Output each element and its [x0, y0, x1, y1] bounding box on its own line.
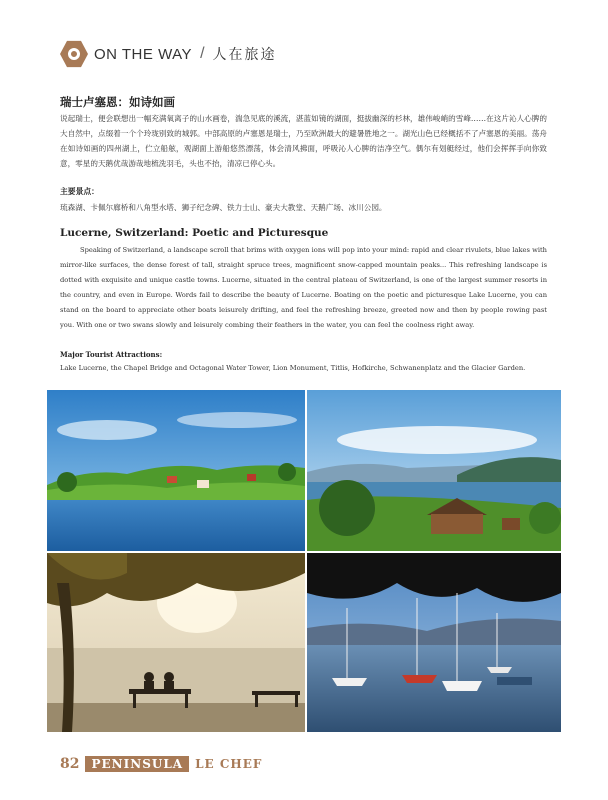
chinese-article-title: 瑞士卢塞恩：如诗如画	[60, 95, 175, 109]
english-attractions-heading: Major Tourist Attractions:	[60, 350, 163, 359]
section-header	[60, 38, 277, 70]
section-title-chinese: 人在旅途	[212, 47, 277, 63]
magazine-brand: PENINSULA	[85, 756, 189, 772]
magazine-section-name: LE CHEF	[195, 757, 263, 771]
chinese-paragraph: 说起瑞士，便会联想出一幅充满氧离子的山水画卷，湍急见底的溪流，湛蓝如镜的湖面，挺拔幽深的杉林，雄伟峻峭的雪峰……在这片沁人心脾的大自然中，点缀着一个个玲珑别致的城郭。中部高原的卢塞恩是瑞士，乃至欧洲最大的避暑胜地之一。湖光山色已经概括不了卢塞恩的美丽。荡舟在如诗如画的四州湖上，伫立船舷，观湖面上游船悠然漂荡，体会清风拂面，呼吸沁人心脾的洁净空气。偶尔有划艇经过，他们会挥挥手向你致意，零星的天鹅优哉游哉地梳洗羽毛，头也不抬，清凉已停心头。	[60, 114, 547, 168]
chinese-attractions-heading: 主要景点：	[60, 187, 99, 196]
english-article-body	[60, 243, 547, 334]
hexagon-logo-icon	[60, 40, 88, 68]
chinese-attractions-list: 琉森湖、卡佩尔廊桥和八角型水塔、狮子纪念碑、铁力士山、豪夫大教堂、天鹅广场、冰川公园。	[60, 203, 387, 212]
section-title: ON THE WAY	[94, 45, 193, 63]
sailboats-harbor-photo	[307, 553, 561, 732]
chinese-article-body	[60, 111, 547, 171]
page-number: 82	[60, 756, 80, 772]
english-article-title: Lucerne, Switzerland: Poetic and Picturesque	[60, 227, 329, 239]
lakeside-village-photo	[47, 390, 305, 551]
english-attractions-list: Lake Lucerne, the Chapel Bridge and Octagonal Water Tower, Lion Monument, Titlis, Hofkirche, Schwanenplatz and the Glacier Garden.	[60, 364, 526, 372]
couple-on-bench-photo	[47, 553, 305, 732]
chalet-by-lake-photo	[307, 390, 561, 551]
english-paragraph: Speaking of Switzerland, a landscape scroll that brims with oxygen ions will pop into your mind: rapid and clear rivulets, blue lakes with mirror-like surfaces, the dense forest of tall, straight spruce trees, magnificent snow-capped mountain peaks... This refreshing landscape is dotted with exquisite and unique castle towns. Lucerne, situated in the central plateau of Switzerland, is one of the largest summer resorts in the country, and even in Europe. Words fail to describe the beauty of Lucerne. Boating on the poetic and picturesque Lake Lucerne, you can stand on the board to appreciate other boats leisurely drifting, and feel the refreshing breeze, greeted now and then by people rowing past you. With one or two swans slowly and leisurely combing their feathers in the water, you can feel the coolness right away.	[60, 246, 547, 330]
title-separator: /	[200, 45, 205, 62]
page-footer	[60, 756, 262, 772]
